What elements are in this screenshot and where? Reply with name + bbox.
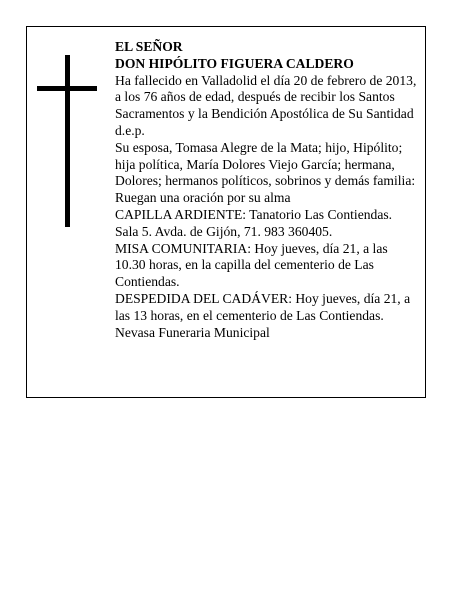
death-announcement-line: a los 76 años de edad, después de recibir los Santos: [115, 89, 395, 105]
chapel-line: CAPILLA ARDIENTE: Tanatorio Las Contiendas.: [115, 206, 393, 222]
farewell-line: DESPEDIDA DEL CADÁVER: Hoy jueves, día 21, a: [115, 290, 411, 306]
death-announcement-line: Sacramentos y la Bendición Apostólica de Su Santidad: [115, 106, 414, 122]
farewell-line: las 13 horas, en el cementerio de Las Contiendas.: [115, 307, 384, 323]
mass-line: 10.30 horas, en la capilla del cementerio de Las: [115, 257, 374, 273]
heading-title: EL SEÑOR: [115, 39, 183, 54]
funeral-home-line: Nevasa Funeraria Municipal: [115, 324, 270, 340]
obituary-text: [115, 39, 421, 341]
obituary-notice: [26, 26, 426, 398]
chapel-address-line: Sala 5. Avda. de Gijón, 71. 983 360405.: [115, 223, 333, 239]
prayer-request-line: Ruegan una oración por su alma: [115, 190, 291, 206]
family-line: hija política, María Dolores Viejo García; hermana,: [115, 156, 395, 172]
cross-icon: [37, 55, 97, 227]
deceased-name: DON HIPÓLITO FIGUERA CALDERO: [115, 55, 354, 71]
death-announcement-line: Ha fallecido en Valladolid el día 20 de febrero de 2013,: [115, 72, 417, 88]
mass-line: Contiendas.: [115, 274, 180, 290]
mass-line: MISA COMUNITARIA: Hoy jueves, día 21, a las: [115, 240, 388, 256]
family-line: Su esposa, Tomasa Alegre de la Mata; hijo, Hipólito;: [115, 139, 403, 155]
cross-horizontal-bar: [37, 86, 97, 91]
rip-line: d.e.p.: [115, 122, 145, 138]
cross-vertical-bar: [65, 55, 70, 227]
family-line: Dolores; hermanos políticos, sobrinos y demás familia:: [115, 173, 416, 189]
